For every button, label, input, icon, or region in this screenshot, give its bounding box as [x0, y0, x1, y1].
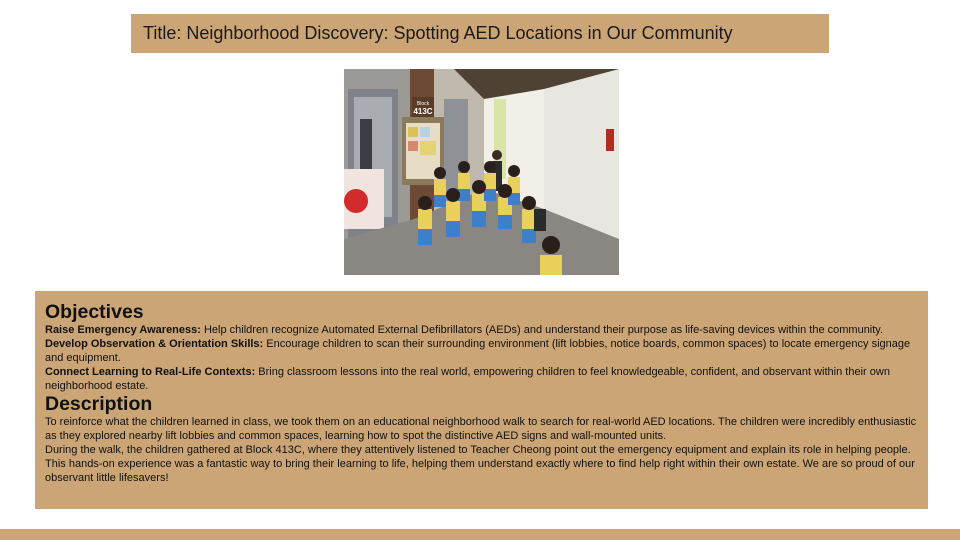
objective-label: Connect Learning to Real-Life Contexts: — [45, 366, 256, 378]
objectives-heading: Objectives — [45, 301, 144, 323]
objective-text: Bring classroom lessons into the real world, empowering children to feel knowledgeable, confident, and observant within their own neighborhood estate. — [45, 366, 890, 392]
slide-title: Title: Neighborhood Discovery: Spotting AED Locations in Our Community — [143, 23, 733, 43]
group-walk-photo — [344, 69, 619, 275]
objective-item — [45, 337, 918, 365]
footer-bar — [0, 529, 960, 540]
block-sign-top: Block — [416, 101, 430, 107]
description-heading: Description — [45, 393, 153, 415]
objective-label: Raise Emergency Awareness: — [45, 324, 201, 336]
title-box — [131, 14, 829, 53]
objective-label: Develop Observation & Orientation Skills: — [45, 338, 264, 350]
objective-text: Encourage children to scan their surrounding environment (lift lobbies, notice boards, common spaces) to locate emergency signage and equipment. — [45, 338, 911, 364]
objectives-list — [45, 323, 918, 393]
description-paragraph: During the walk, the children gathered at Block 413C, where they attentively listened to Teacher Cheong point out the emergency equipment and explain its role in helping people. This hands-on experience was a fantastic way to bring their learning to life, helping them understand exactly where to find help right within their own estate. We are so proud of our observant little lifesavers! — [45, 444, 915, 484]
objective-item — [45, 323, 918, 337]
content-box — [35, 291, 928, 509]
block-sign-number: 413C — [413, 107, 433, 116]
objective-text: Help children recognize Automated External Defibrillators (AEDs) and understand their purpose as life-saving devices within the community. — [200, 324, 884, 336]
objective-item — [45, 365, 918, 393]
photo-illustration — [344, 69, 619, 275]
description-paragraph: To reinforce what the children learned in class, we took them on an educational neighborhood walk to search for real-world AED locations. The children were incredibly enthusiastic as they explored nearby lift lobbies and common spaces, learning how to spot the distinctive AED signs and wall-mounted units. — [45, 416, 917, 442]
